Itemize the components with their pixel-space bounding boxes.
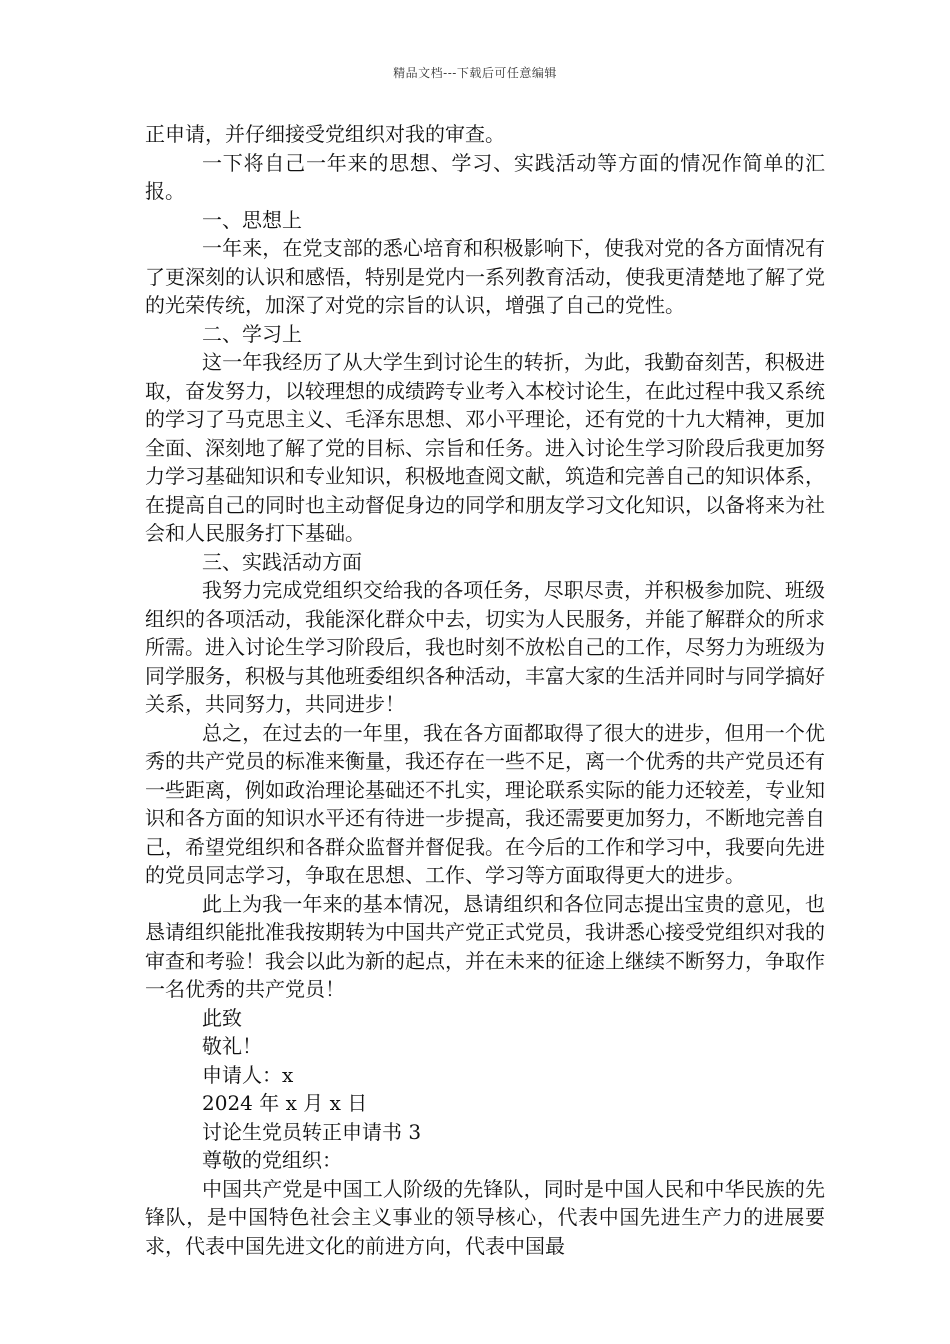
applicant-line: 申请人：x bbox=[202, 1062, 294, 1087]
paragraph-practice: 我努力完成党组织交给我的各项任务，尽职尽责，并积极参加院、班级组织的各项活动，我能深化群众中去，切实为人民服务，并能了解群众的所求所需。进入讨论生学习阶段后，我也时刻不放松自己的工作，尽努力为班级为同学服务，积极与其他班委组织各种活动，丰富大家的生活并同时与同学搞好关系，共同努力，共同进步！ bbox=[145, 578, 825, 716]
document-body bbox=[145, 120, 825, 1260]
section-heading-study: 二、学习上 bbox=[202, 321, 302, 346]
paragraph-continuation: 正申请，并仔细接受党组织对我的审查。 bbox=[145, 122, 505, 146]
paragraph-study: 这一年我经历了从大学生到讨论生的转折，为此，我勤奋刻苦，积极进取，奋发努力，以较理想的成绩跨专业考入本校讨论生，在此过程中我又系统的学习了马克思主义、毛泽东思想、邓小平理论，还有党的十九大精神，更加全面、深刻地了解了党的目标、宗旨和任务。进入讨论生学习阶段后我更加努力学习基础知识和专业知识，积极地查阅文献，筑造和完善自己的知识体系，在提高自己的同时也主动督促身边的同学和朋友学习文化知识，以备将来为社会和人民服务打下基础。 bbox=[145, 350, 825, 545]
page-header: 精品文档---下载后可任意编辑 bbox=[393, 66, 557, 80]
paragraph-request: 此上为我一年来的基本情况，恳请组织和各位同志提出宝贵的意见，也恳请组织能批准我按期转为中国共产党正式党员，我讲悉心接受党组织对我的审查和考验！我会以此为新的起点，并在未来的征途上继续不断努力，争取作一名优秀的共产党员！ bbox=[145, 891, 825, 1001]
section-heading-practice: 三、实践活动方面 bbox=[202, 549, 362, 574]
closing-regards: 敬礼！ bbox=[202, 1034, 262, 1058]
paragraph-party-description: 中国共产党是中国工人阶级的先锋队，同时是中国人民和中华民族的先锋队，是中国特色社会主义事业的领导核心，代表中国先进生产力的进展要求，代表中国先进文化的前进方向，代表中国最 bbox=[145, 1176, 825, 1258]
next-document-title: 讨论生党员转正申请书 3 bbox=[202, 1119, 422, 1144]
next-document-greeting: 尊敬的党组织： bbox=[202, 1148, 342, 1172]
section-heading-thought: 一、思想上 bbox=[202, 207, 302, 232]
paragraph-thought: 一年来，在党支部的悉心培育和积极影响下，使我对党的各方面情况有了更深刻的认识和感悟，特别是党内一系列教育活动，使我更清楚地了解了党的光荣传统，加深了对党的宗旨的认识，增强了自己的党性。 bbox=[145, 236, 825, 317]
date-line: 2024 年 x 月 x 日 bbox=[202, 1091, 368, 1115]
paragraph-intro: 一下将自己一年来的思想、学习、实践活动等方面的情况作简单的汇报。 bbox=[145, 150, 825, 203]
paragraph-summary: 总之，在过去的一年里，我在各方面都取得了很大的进步，但用一个优秀的共产党员的标准来衡量，我还存在一些不足，离一个优秀的共产党员还有一些距离，例如政治理论基础还不扎实，理论联系实际的能力还较差，专业知识和各方面的知识水平还有待进一步提高，我还需要更加努力，不断地完善自己，希望党组织和各群众监督并督促我。在今后的工作和学习中，我要向先进的党员同志学习，争取在思想、工作、学习等方面取得更大的进步。 bbox=[145, 720, 825, 887]
closing-salutation: 此致 bbox=[202, 1005, 242, 1030]
